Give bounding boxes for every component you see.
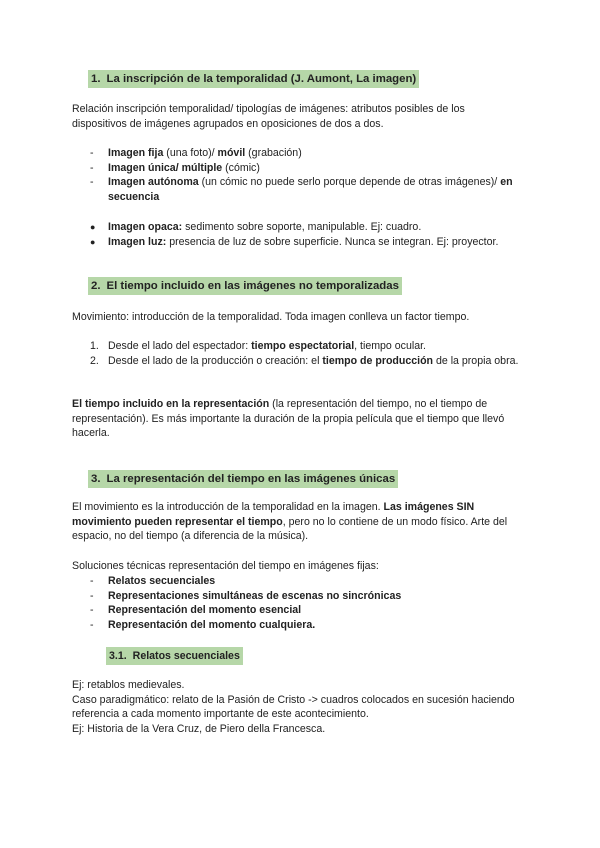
item-text: , tiempo ocular.: [354, 340, 426, 352]
paragraph-bold: El tiempo incluido en la representación: [72, 398, 270, 410]
paragraph-text: El movimiento es la introducción de la temporalidad en la imagen.: [72, 501, 384, 513]
section-1-dash-list: [72, 146, 532, 204]
item-bold: Imagen opaca:: [108, 221, 183, 233]
body-line: Caso paradigmático: relato de la Pasión de Cristo -> cuadros colocados en sucesión haciendo referencia a cada momento importante de este acontecimiento.: [72, 693, 515, 721]
body-line: Ej: retablos medievales.: [72, 679, 185, 691]
section-3-dash-list: [72, 574, 532, 632]
section-2-title: El tiempo incluido en las imágenes no temporalizadas: [106, 280, 399, 292]
dash-marker: -: [90, 176, 94, 189]
dash-marker: -: [90, 147, 94, 159]
section-1-heading: [88, 70, 419, 88]
item-bold: tiempo de producción: [322, 354, 434, 367]
number-marker: 1.: [90, 340, 99, 352]
section-1-intro: [72, 102, 492, 131]
item-text: (grabación): [245, 147, 302, 159]
section-1-intro-text: Relación inscripción temporalidad/ tipologías de imágenes: atributos posibles de los dispositivos de imágenes agrupados en oposiciones de dos a dos.: [72, 103, 465, 130]
list-item: [72, 589, 532, 604]
section-3-number: 3.: [91, 473, 101, 485]
subsection-3-1-body: [72, 678, 520, 736]
section-3-solutions-intro: [72, 559, 532, 574]
item-bold: Representaciones simultáneas de escenas no sincrónicas: [108, 589, 402, 602]
list-item: [72, 161, 532, 176]
list-item: [72, 175, 532, 204]
section-1-number: 1.: [91, 73, 101, 85]
item-bold: Imagen fija: [108, 147, 164, 159]
section-2-heading: [88, 277, 402, 295]
item-text: presencia de luz de sobre superficie. Nunca se integran. Ej: proyector.: [166, 235, 499, 248]
section-2-paragraph-text: [72, 397, 524, 441]
list-item: [72, 220, 542, 235]
list-item: [72, 235, 542, 250]
dash-marker: -: [90, 618, 94, 631]
item-bold: en secuencia: [108, 176, 513, 203]
item-text: de la propia obra.: [433, 354, 519, 367]
item-text: (una foto)/: [163, 147, 218, 159]
subsection-3-1-heading: [106, 647, 243, 665]
bullet-marker: ●: [90, 236, 96, 247]
section-2-number: 2.: [91, 280, 101, 292]
item-bold: Imagen autónoma: [108, 176, 199, 189]
section-3-paragraph: [72, 500, 524, 544]
paragraph-text: (la representación del tiempo, no el tiempo de representación). Es más importante la duración de la propia película que el tiempo que llevó hacerla.: [72, 398, 505, 440]
item-bold: Imagen luz:: [108, 235, 167, 248]
item-bold: Imagen única/ múltiple: [108, 161, 223, 174]
item-text: Desde el lado del espectador:: [108, 340, 252, 352]
subsection-3-1-title: Relatos secuenciales: [132, 650, 240, 662]
subsection-3-1-number: 3.1.: [109, 650, 127, 662]
dash-marker: -: [90, 589, 94, 602]
list-item: [72, 339, 522, 354]
paragraph-text: , pero no lo contiene de un modo físico. Arte del espacio, no del tiempo (a diferencia de la música).: [72, 515, 508, 543]
paragraph-bold: Las imágenes SIN movimiento pueden representar el tiempo: [72, 501, 475, 528]
section-3-paragraph-text: [72, 500, 524, 544]
dash-marker: -: [90, 161, 94, 174]
item-bold: Relatos secuenciales: [108, 575, 216, 587]
list-item: [72, 574, 532, 589]
item-text: sedimento sobre soporte, manipulable. Ej: cuadro.: [182, 221, 422, 233]
body-line: Ej: Historia de la Vera Cruz, de Piero della Francesca.: [72, 722, 326, 735]
section-2-intro-text: Movimiento: introducción de la temporalidad. Toda imagen conlleva un factor tiempo.: [72, 311, 470, 323]
section-3-solutions-text: Soluciones técnicas representación del tiempo en imágenes fijas:: [72, 560, 379, 572]
list-item: [72, 146, 532, 161]
section-3-heading: [88, 470, 398, 488]
section-3-title: La representación del tiempo en las imágenes únicas: [106, 473, 396, 485]
section-2-paragraph: [72, 397, 524, 441]
bullet-marker: ●: [90, 222, 96, 232]
dash-marker: -: [90, 575, 94, 587]
section-1-title: La inscripción de la temporalidad (J. Aumont, La imagen): [106, 73, 417, 85]
section-1-bullet-list: [72, 220, 542, 249]
item-bold: Representación del momento cualquiera.: [108, 618, 316, 631]
list-item: [72, 618, 532, 633]
list-item: [72, 603, 532, 618]
item-bold: móvil: [217, 147, 246, 159]
section-2-intro: [72, 310, 532, 325]
list-item: [72, 354, 522, 369]
item-text: Desde el lado de la producción o creación: el: [108, 354, 323, 367]
section-2-numbered-list: [72, 339, 522, 368]
dash-marker: -: [90, 604, 94, 617]
item-text: (cómic): [222, 161, 260, 174]
item-bold: Representación del momento esencial: [108, 604, 302, 617]
number-marker: 2.: [90, 354, 99, 367]
item-text: (un cómic no puede serlo porque depende de otras imágenes)/: [198, 176, 501, 189]
item-bold: tiempo espectatorial: [251, 340, 355, 352]
